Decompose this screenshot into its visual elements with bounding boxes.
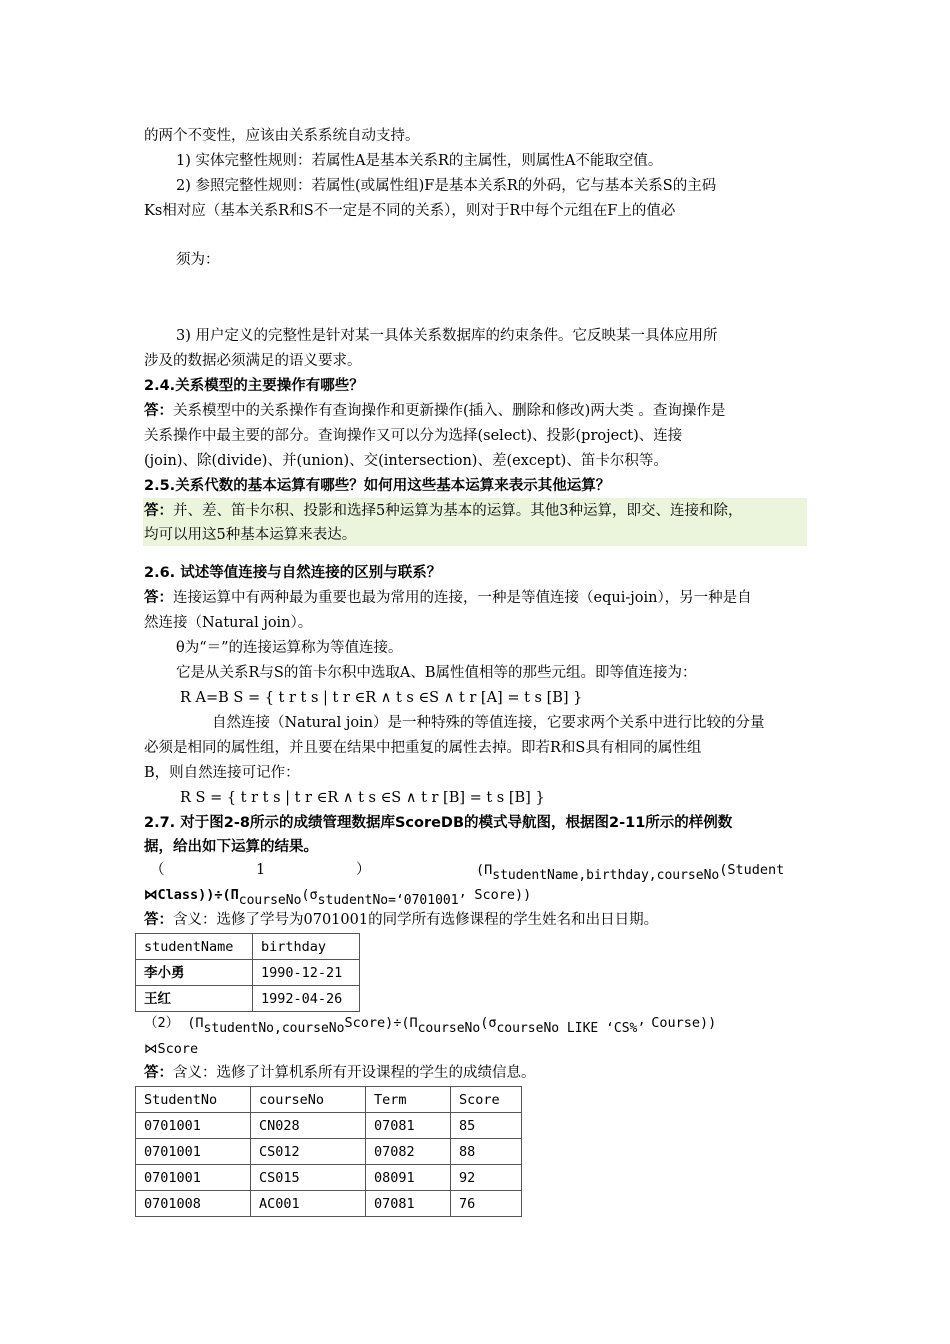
question-heading: 2.5.关系代数的基本运算有哪些？如何用这些基本运算来表示其他运算？	[144, 478, 611, 494]
answer-line: 答：并、差、笛卡尔积、投影和选择5种运算为基本的运算。其他3种运算，即交、连接和除，	[144, 503, 743, 519]
answer-line: 关系操作中最主要的部分。查询操作又可以分为选择(select)、投影(project)、连接	[144, 428, 683, 444]
question-heading: 2.4.关系模型的主要操作有哪些？	[144, 378, 364, 394]
answer-line: θ为“＝”的连接运算称为等值连接。	[176, 640, 403, 656]
table-header-row: studentName birthday	[136, 934, 360, 960]
question-heading: 2.7. 对于图2-8所示的成绩管理数据库ScoreDB的模式导航图，根据图2-11所示的样例数	[144, 815, 733, 831]
answer-label: 答：	[144, 403, 173, 419]
table-row: 李小勇 1990-12-21	[136, 960, 360, 986]
text-line: 的两个不变性，应该由关系系统自动支持。	[144, 128, 420, 144]
table-header-row: StudentNo courseNo Term Score	[136, 1087, 522, 1113]
result-table-1	[135, 933, 360, 1012]
answer-label: 答：	[144, 912, 173, 928]
answer-line: 它是从关系R与S的笛卡尔积中选取A、B属性值相等的那些元组。即等值连接为：	[176, 665, 697, 681]
answer-line: 答：关系模型中的关系操作有查询操作和更新操作(插入、删除和修改)两大类 。查询操作是	[144, 403, 726, 419]
answer-line: 答：连接运算中有两种最为重要也最为常用的连接，一种是等值连接（equi-join），另一种是自	[144, 590, 752, 606]
answer-label: 答：	[144, 1065, 173, 1081]
answer-line: B，则自然连接可记作：	[144, 765, 300, 781]
text-line: 涉及的数据必须满足的语义要求。	[144, 353, 362, 369]
answer-line: 答：含义：选修了计算机系所有开设课程的学生的成绩信息。	[144, 1065, 536, 1081]
formula-equijoin: R A=B S = { t r t s | t r ∈R ∧ t s ∈S ∧ t r [A] = t s [B] }	[180, 690, 583, 706]
answer-line: 然连接（Natural join）。	[144, 615, 313, 631]
answer-line: 答：含义：选修了学号为0701001的同学所有选修课程的学生姓名和出日日期。	[144, 912, 659, 928]
table-row: 0701001 CS015 08091 92	[136, 1165, 522, 1191]
expression-1-line2: ⋈Class))÷(ΠcourseNo(σstudentNo=‘0701001’ Score))	[144, 887, 532, 908]
answer-line: 均可以用这5种基本运算来表达。	[144, 527, 357, 543]
answer-line: (join)、除(divide)、并(union)、交(intersection)、差(except)、笛卡尔积等。	[144, 453, 668, 469]
text-line: 3) 用户定义的完整性是针对某一具体关系数据库的约束条件。它反映某一具体应用所	[176, 328, 718, 344]
table-row: 王红 1992-04-26	[136, 986, 360, 1012]
expression-2-line2: ⋈Score	[144, 1041, 199, 1057]
table-row: 0701008 AC001 07081 76	[136, 1191, 522, 1217]
text-line: 2) 参照完整性规则：若属性(或属性组)F是基本关系R的外码，它与基本关系S的主码	[176, 178, 717, 194]
text-line: 1) 实体完整性规则：若属性A是基本关系R的主属性，则属性A不能取空值。	[176, 153, 663, 169]
answer-label: 答：	[144, 590, 173, 606]
table-row: 0701001 CS012 07082 88	[136, 1139, 522, 1165]
formula-naturaljoin: R S = { t r t s | t r ∈R ∧ t s ∈S ∧ t r [B] = t s [B] }	[180, 790, 545, 806]
answer-line: 自然连接（Natural join）是一种特殊的等值连接，它要求两个关系中进行比较的分量	[212, 715, 765, 731]
expression-1-line1: （ 1 ） (ΠstudentName,birthday,courseNo(Student	[150, 862, 785, 883]
text-line: Ks相对应（基本关系R和S不一定是不同的关系），则对于R中每个元组在F上的值必	[144, 203, 676, 219]
question-heading: 2.6. 试述等值连接与自然连接的区别与联系？	[144, 565, 442, 581]
table-row: 0701001 CN028 07081 85	[136, 1113, 522, 1139]
text-line: 须为：	[176, 252, 220, 268]
result-table-2	[135, 1086, 522, 1217]
expression-2-line1: （2） (ΠstudentNo,courseNoScore)÷(ΠcourseNo(σcourseNo LIKE ‘CS%’ Course))	[144, 1015, 717, 1036]
answer-label: 答：	[144, 503, 173, 519]
answer-line: 必须是相同的属性组，并且要在结果中把重复的属性去掉。即若R和S具有相同的属性组	[144, 740, 702, 756]
question-heading: 据，给出如下运算的结果。	[144, 839, 318, 855]
